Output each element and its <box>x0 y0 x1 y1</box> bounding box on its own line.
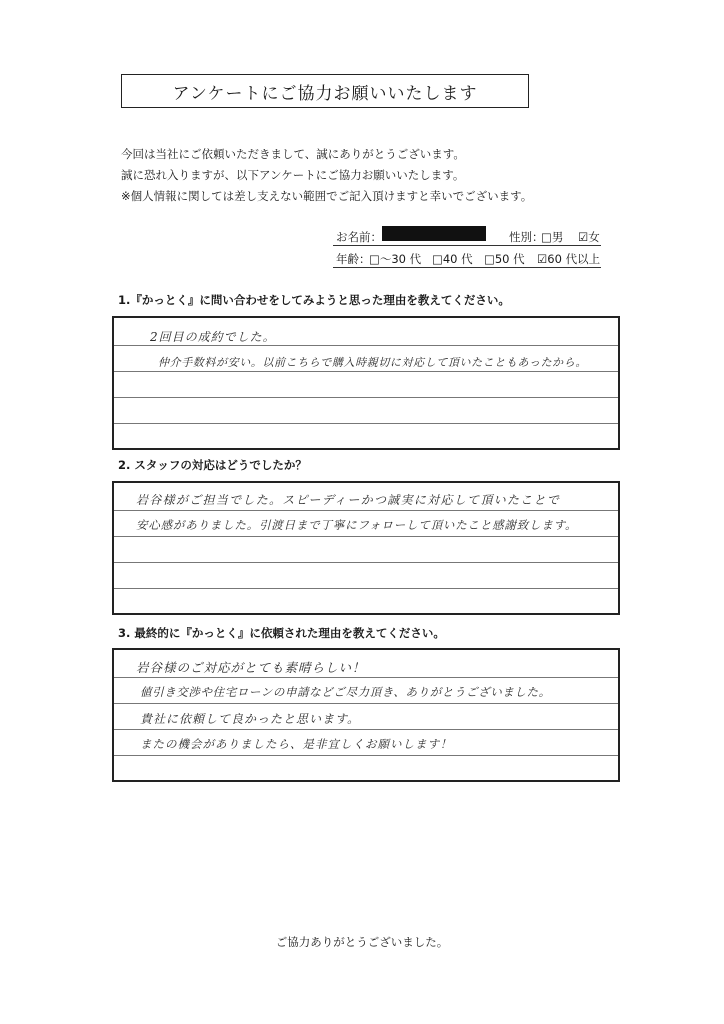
answer-rule <box>114 677 618 678</box>
age-label: 年齢： <box>336 252 371 266</box>
redacted-name <box>382 226 486 241</box>
intro-line-1: 今回は当社にご依頼いただきまして、誠にありがとうございます。 <box>121 147 465 161</box>
question-3-title: 3. 最終的に『かっとく』に依頼された理由を教えてください。 <box>118 626 445 640</box>
answer-rule <box>114 588 618 589</box>
intro-line-3: ※個人情報に関しては差し支えない範囲でご記入頂けますと幸いでございます。 <box>121 189 533 203</box>
answer-box-3 <box>112 648 620 782</box>
answer-rule <box>114 729 618 730</box>
age-50-checkbox: □50 代 <box>484 252 525 266</box>
intro-line-2: 誠に恐れ入りますが、以下アンケートにご協力お願いいたします。 <box>121 168 465 182</box>
survey-title: アンケートにご協力お願いいたします <box>121 74 529 108</box>
answer-rule <box>114 703 618 704</box>
answer-rule <box>114 755 618 756</box>
answer-1-line-2: 仲介手数料が安い。以前こちらで購入時親切に対応して頂いたこともあったから。 <box>158 356 587 369</box>
answer-rule <box>114 510 618 511</box>
answer-3-line-2: 値引き交渉や住宅ローンの申請などご尽力頂き、ありがとうございました。 <box>140 685 551 699</box>
answer-1-line-1: 2回目の成約でした。 <box>150 330 276 344</box>
question-1-title: 1.『かっとく』に問い合わせをしてみようと思った理由を教えてください。 <box>118 293 510 307</box>
answer-rule <box>114 371 618 372</box>
answer-rule <box>114 397 618 398</box>
answer-box-1 <box>112 316 620 450</box>
gender-female-checkbox: ☑女 <box>578 230 600 244</box>
question-2-title: 2. スタッフの対応はどうでしたか？ <box>118 458 307 472</box>
name-label: お名前： <box>336 230 382 244</box>
answer-rule <box>114 345 618 346</box>
answer-2-line-1: 岩谷様がご担当でした。スピーディーかつ誠実に対応して頂いたことで <box>136 493 561 507</box>
answer-3-line-4: またの機会がありましたら、是非宜しくお願いします！ <box>140 737 453 751</box>
answer-rule <box>114 423 618 424</box>
answer-rule <box>114 536 618 537</box>
gender-male-checkbox: □男 <box>541 230 564 244</box>
age-60-checkbox: ☑60 代以上 <box>537 252 601 266</box>
answer-box-2 <box>112 481 620 615</box>
answer-2-line-2: 安心感がありました。引渡日まで丁寧にフォローして頂いたこと感謝致します。 <box>136 518 578 532</box>
answer-3-line-1: 岩谷様のご対応がとても素晴らしい！ <box>136 660 366 675</box>
age-40-checkbox: □40 代 <box>432 252 473 266</box>
footer-thanks: ご協力ありがとうございました。 <box>275 935 449 949</box>
name-underline <box>333 245 601 246</box>
gender-label: 性別： <box>509 230 544 244</box>
age-30-checkbox: □～30 代 <box>369 252 422 266</box>
intro-text <box>121 144 532 207</box>
age-underline <box>333 267 601 268</box>
answer-3-line-3: 貴社に依頼して良かったと思います。 <box>140 712 361 726</box>
answer-rule <box>114 562 618 563</box>
